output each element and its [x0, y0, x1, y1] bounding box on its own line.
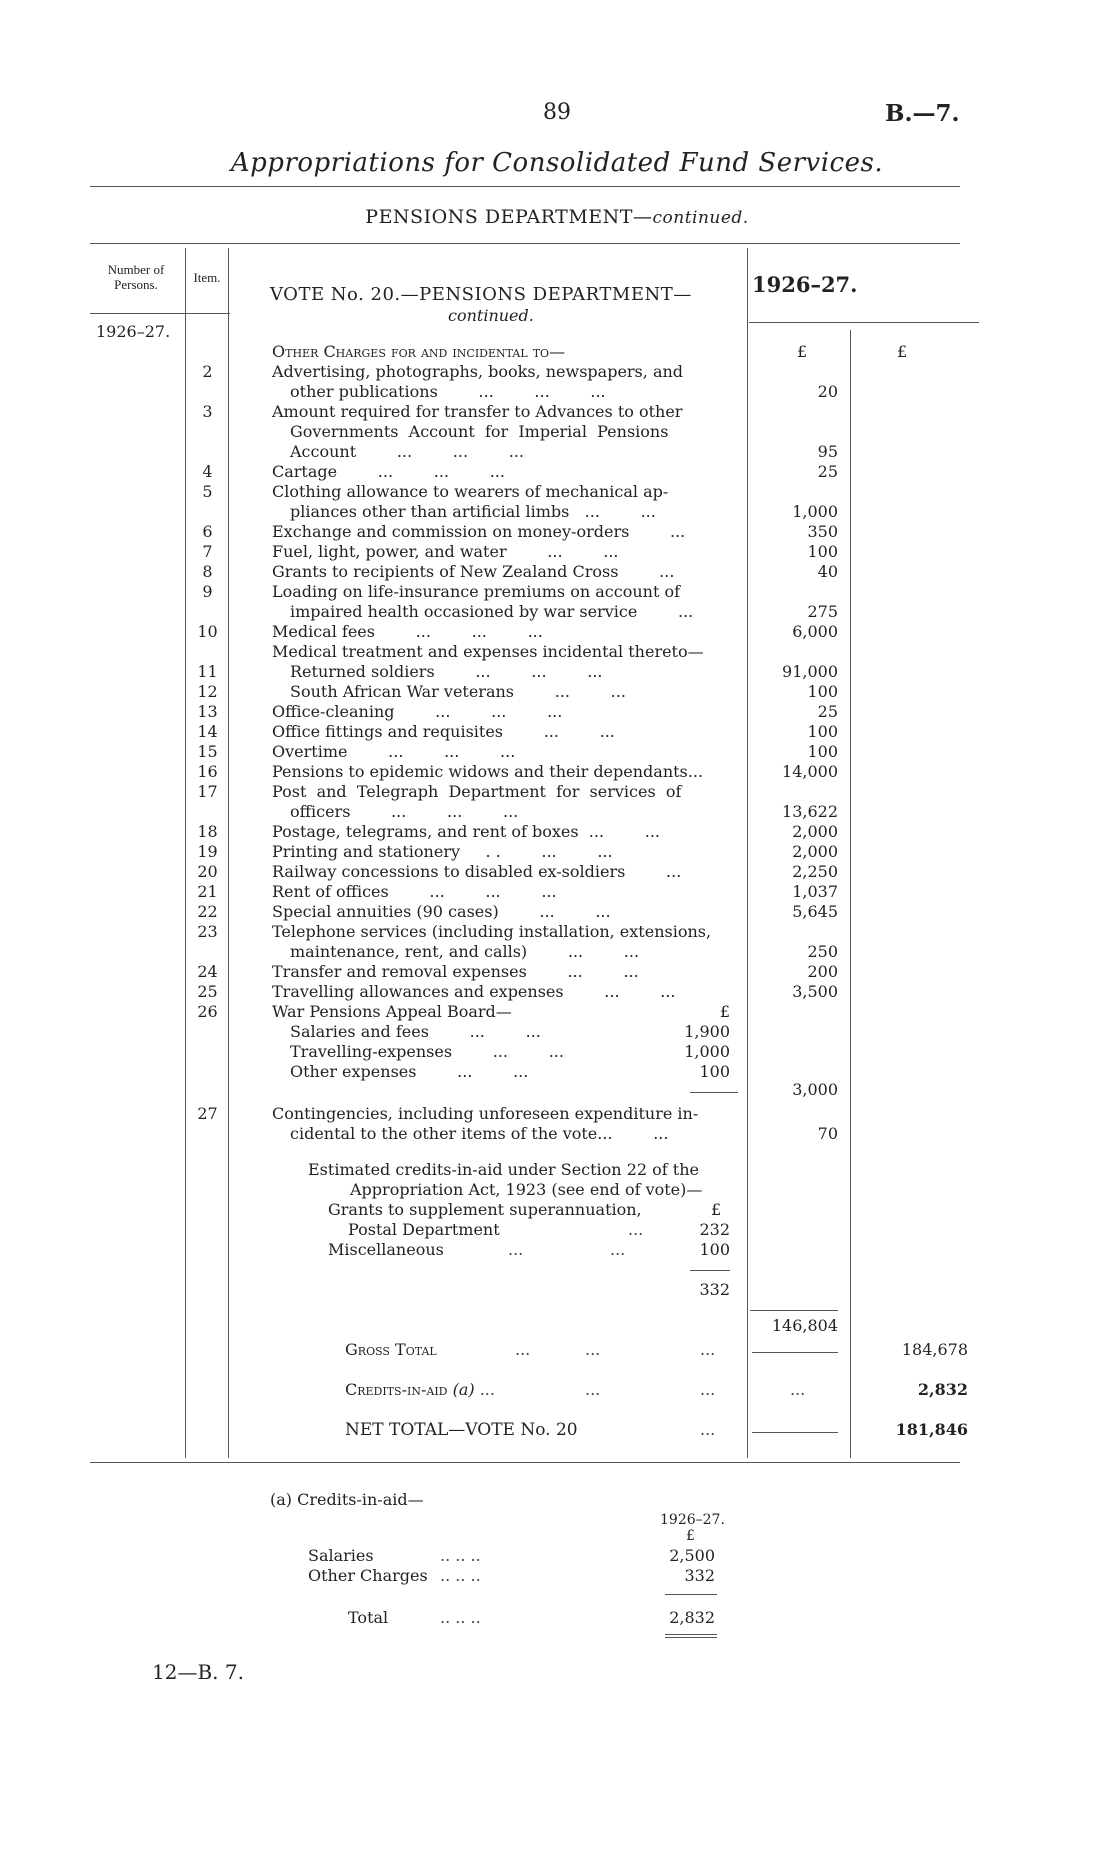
- item-amount: 100: [807, 742, 838, 761]
- department-heading: [0, 206, 1114, 228]
- item-description: Amount required for transfer to Advances to other: [272, 402, 683, 421]
- table-row: [0, 822, 1114, 842]
- table-row: [0, 622, 1114, 642]
- net-dots: ...: [700, 1420, 716, 1439]
- credits-sum-rule: [690, 1270, 730, 1271]
- item-number: 4: [202, 462, 213, 481]
- credits-note-line3: Grants to supplement superannuation,: [328, 1200, 642, 1219]
- department-name: PENSIONS DEPARTMENT—: [365, 206, 653, 228]
- currency-col2: £: [897, 342, 908, 361]
- item-description: Special annuities (90 cases) ... ...: [272, 902, 611, 921]
- item-amount: 100: [807, 722, 838, 741]
- table-bottom-rule: [90, 1462, 960, 1463]
- item-number: 9: [202, 582, 213, 601]
- item-number: 11: [197, 662, 218, 681]
- item-amount: 25: [817, 462, 838, 481]
- footnote-other-value: 332: [684, 1566, 715, 1585]
- item-amount: 275: [807, 602, 838, 621]
- credits-dots-3: ...: [790, 1380, 806, 1399]
- item-amount: 5,645: [792, 902, 838, 921]
- item-amount: 6,000: [792, 622, 838, 641]
- item-description: Railway concessions to disabled ex-soldiers ...: [272, 862, 682, 881]
- misc-value: 100: [699, 1240, 730, 1259]
- footnote-total-dots: .. .. ..: [440, 1608, 481, 1627]
- item-number: 17: [197, 782, 218, 801]
- item-description: Post and Telegraph Department for services of: [272, 782, 682, 801]
- item-description: Grants to recipients of New Zealand Cross ...: [272, 562, 675, 581]
- vote-continued: continued.: [448, 306, 534, 325]
- item-description: Office-cleaning ... ... ...: [272, 702, 563, 721]
- page-title: Appropriations for Consolidated Fund Services.: [230, 148, 884, 178]
- table-row: [0, 462, 1114, 482]
- footnote-year: 1926–27.: [660, 1512, 725, 1528]
- table-row: [0, 1124, 1114, 1144]
- table-row: [0, 362, 1114, 382]
- postal-label: Postal Department: [348, 1220, 500, 1239]
- item-description: maintenance, rent, and calls) ... ...: [290, 942, 640, 961]
- item-description: Travelling-expenses ... ...: [290, 1042, 564, 1061]
- item-number: 25: [197, 982, 218, 1001]
- gross-dots-1: ...: [515, 1340, 531, 1359]
- item-amount: 1,000: [792, 502, 838, 521]
- item-description: War Pensions Appeal Board—: [272, 1002, 512, 1021]
- credits-in-aid-marker: (a): [452, 1380, 475, 1399]
- item-description: Medical fees ... ... ...: [272, 622, 543, 641]
- item-amount: 70: [817, 1124, 838, 1143]
- table-row: [0, 422, 1114, 442]
- credits-dots-0: ...: [479, 1380, 495, 1399]
- table-row: [0, 402, 1114, 422]
- footnote-heading: (a) Credits-in-aid—: [270, 1490, 424, 1509]
- postal-dots: ...: [628, 1220, 644, 1239]
- table-row: [0, 502, 1114, 522]
- table-row: [0, 1104, 1114, 1124]
- credits-note-line2: Appropriation Act, 1923 (see end of vote)—: [350, 1180, 703, 1199]
- item-description: cidental to the other items of the vote... ...: [290, 1124, 669, 1143]
- gross-dots-3: ...: [700, 1340, 716, 1359]
- sub-amount: 1,900: [684, 1022, 730, 1041]
- item-description: Advertising, photographs, books, newspapers, and: [272, 362, 684, 381]
- table-row: [0, 902, 1114, 922]
- credits-in-aid-label: Credits-in-aid: [345, 1380, 448, 1399]
- currency-col1: £: [797, 342, 808, 361]
- item-description: Clothing allowance to wearers of mechanical ap-: [272, 482, 669, 501]
- item-number: 16: [197, 762, 218, 781]
- item-description: Printing and stationery . . ... ...: [272, 842, 613, 861]
- footer-code: 12—B. 7.: [152, 1660, 244, 1684]
- item-description: Exchange and commission on money-orders ...: [272, 522, 686, 541]
- item-number: 20: [197, 862, 218, 881]
- credits-dots-2: ...: [700, 1380, 716, 1399]
- item-amount: 2,250: [792, 862, 838, 881]
- footnote-salaries-value: 2,500: [669, 1546, 715, 1565]
- table-row: [0, 602, 1114, 622]
- net-total-value: 181,846: [895, 1420, 968, 1439]
- subtotal-value: 146,804: [771, 1316, 838, 1335]
- item-description: Telephone services (including installation, extensions,: [272, 922, 712, 941]
- item-number: 2: [202, 362, 213, 381]
- item-amount: 350: [807, 522, 838, 541]
- table-row: [0, 1002, 1114, 1022]
- misc-dots-1: ...: [508, 1240, 524, 1259]
- item-amount: 2,000: [792, 842, 838, 861]
- table-row: [0, 562, 1114, 582]
- table-row: [0, 882, 1114, 902]
- postal-value: 232: [699, 1220, 730, 1239]
- item-amount: 100: [807, 682, 838, 701]
- table-top-rule: [90, 243, 960, 244]
- item-description: Fuel, light, power, and water ... ...: [272, 542, 619, 561]
- credits-in-aid-value: 2,832: [917, 1380, 968, 1399]
- table-row: [0, 702, 1114, 722]
- sub-amount: £: [719, 1002, 730, 1021]
- table-row: [0, 582, 1114, 602]
- net-rule: [752, 1432, 838, 1433]
- credits-note-line1: Estimated credits-in-aid under Section 22 of the: [308, 1160, 699, 1179]
- item-description: South African War veterans ... ...: [290, 682, 626, 701]
- sub-amount: 1,000: [684, 1042, 730, 1061]
- item-description: Contingencies, including unforeseen expenditure in-: [272, 1104, 699, 1123]
- item-amount: 100: [807, 542, 838, 561]
- item-amount: 13,622: [782, 802, 838, 821]
- item-description: Pensions to epidemic widows and their dependants...: [272, 762, 704, 781]
- item-description: Governments Account for Imperial Pensions: [290, 422, 669, 441]
- subtotal-rule: [750, 1310, 838, 1311]
- item-amount: 250: [807, 942, 838, 961]
- footnote-other-label: Other Charges: [308, 1566, 428, 1585]
- table-row: [0, 662, 1114, 682]
- item-amount: 25: [817, 702, 838, 721]
- gross-total-value: 184,678: [901, 1340, 968, 1359]
- item-description: Account ... ... ...: [290, 442, 524, 461]
- page-number: 89: [543, 100, 571, 125]
- item-number: 18: [197, 822, 218, 841]
- item-number: 14: [197, 722, 218, 741]
- item-number: 13: [197, 702, 218, 721]
- item-description: pliances other than artificial limbs ... ...: [290, 502, 656, 521]
- item-description: Returned soldiers ... ... ...: [290, 662, 603, 681]
- section-heading: Other Charges for and incidental to—: [272, 342, 566, 361]
- misc-label: Miscellaneous: [328, 1240, 444, 1259]
- table-row: [0, 922, 1114, 942]
- footnote-other-dots: .. .. ..: [440, 1566, 481, 1585]
- title-rule: [90, 186, 960, 187]
- footnote-salaries-label: Salaries: [308, 1546, 374, 1565]
- footnote-total-rule: [665, 1594, 717, 1595]
- gross-dots-2: ...: [585, 1340, 601, 1359]
- sub-amount: 100: [699, 1062, 730, 1081]
- table-row: [0, 642, 1114, 662]
- table-row: [0, 942, 1114, 962]
- table-row: [0, 542, 1114, 562]
- item-number: 22: [197, 902, 218, 921]
- table-row: [0, 522, 1114, 542]
- item-description: other publications ... ... ...: [290, 382, 606, 401]
- item-number: 6: [202, 522, 213, 541]
- item-number: 21: [197, 882, 218, 901]
- item-header: Item.: [193, 270, 221, 285]
- table-row: [0, 1062, 1114, 1082]
- table-row: [0, 442, 1114, 462]
- table-row: [0, 982, 1114, 1002]
- item-number: 24: [197, 962, 218, 981]
- item-description: officers ... ... ...: [290, 802, 519, 821]
- table-row: [0, 782, 1114, 802]
- table-row: [0, 682, 1114, 702]
- item-description: Rent of offices ... ... ...: [272, 882, 557, 901]
- item-amount: 3,500: [792, 982, 838, 1001]
- credits-note-currency: £: [711, 1200, 722, 1219]
- table-row: [0, 742, 1114, 762]
- item-number: 15: [197, 742, 218, 761]
- item-number: 23: [197, 922, 218, 941]
- credits-in-aid-line: [345, 1380, 495, 1399]
- page-reference: B.—7.: [885, 100, 960, 127]
- item-number: 7: [202, 542, 213, 561]
- misc-dots-2: ...: [610, 1240, 626, 1259]
- item-number: 26: [197, 1002, 218, 1021]
- item-description: Salaries and fees ... ...: [290, 1022, 541, 1041]
- item-amount: 95: [817, 442, 838, 461]
- item-amount: 200: [807, 962, 838, 981]
- item-number: 8: [202, 562, 213, 581]
- item-amount: 2,000: [792, 822, 838, 841]
- credits-sum: 332: [699, 1280, 730, 1299]
- table-row: [0, 802, 1114, 822]
- header-rule-left: [90, 313, 230, 314]
- footnote-currency: £: [686, 1528, 695, 1544]
- table-row: [0, 382, 1114, 402]
- number-of-persons-header: Number of Persons.: [107, 262, 165, 292]
- vote-title: VOTE No. 20.—PENSIONS DEPARTMENT—: [270, 284, 692, 305]
- item-description: Postage, telegrams, and rent of boxes ... ...: [272, 822, 660, 841]
- table-row: [0, 1042, 1114, 1062]
- table-row: [0, 1022, 1114, 1042]
- item-description: Travelling allowances and expenses ... ...: [272, 982, 676, 1001]
- footnote-double-rule-2: [665, 1637, 717, 1638]
- item-description: Overtime ... ... ...: [272, 742, 516, 761]
- item-amount: 20: [817, 382, 838, 401]
- gross-total-label: Gross Total: [345, 1340, 437, 1359]
- item-description: Loading on life-insurance premiums on account of: [272, 582, 681, 601]
- item-number: 10: [197, 622, 218, 641]
- table-row: [0, 482, 1114, 502]
- item-description: Transfer and removal expenses ... ...: [272, 962, 639, 981]
- item-amount: 40: [817, 562, 838, 581]
- header-rule-right: [749, 322, 979, 323]
- footnote-total-label: Total: [348, 1608, 389, 1627]
- gross-rule: [752, 1352, 838, 1353]
- table-row: [0, 842, 1114, 862]
- table-row: [0, 762, 1114, 782]
- persons-year: 1926–27.: [96, 322, 171, 341]
- item-amount: 1,037: [792, 882, 838, 901]
- table-row: [0, 962, 1114, 982]
- credits-dots-1: ...: [585, 1380, 601, 1399]
- item-description: Other expenses ... ...: [290, 1062, 529, 1081]
- item-amount: 3,000: [792, 1080, 838, 1099]
- table-row: [0, 722, 1114, 742]
- item-amount: 91,000: [782, 662, 838, 681]
- item-number: 3: [202, 402, 213, 421]
- item-number: 12: [197, 682, 218, 701]
- item-amount: 14,000: [782, 762, 838, 781]
- item-description: Office fittings and requisites ... ...: [272, 722, 615, 741]
- net-total-label: NET TOTAL—VOTE No. 20: [345, 1420, 578, 1440]
- board-subtotal-rule: [690, 1092, 738, 1093]
- item-description: Medical treatment and expenses incidental thereto—: [272, 642, 704, 661]
- footnote-double-rule-1: [665, 1634, 717, 1635]
- footnote-salaries-dots: .. .. ..: [440, 1546, 481, 1565]
- footnote-total-value: 2,832: [669, 1608, 715, 1627]
- item-number: 19: [197, 842, 218, 861]
- year-header: 1926–27.: [752, 272, 858, 297]
- table-row: [0, 862, 1114, 882]
- item-description: Cartage ... ... ...: [272, 462, 505, 481]
- table-row: [0, 1080, 1114, 1100]
- item-number: 5: [202, 482, 213, 501]
- item-number: 27: [197, 1104, 218, 1123]
- department-suffix: continued.: [652, 208, 749, 228]
- item-description: impaired health occasioned by war service ...: [290, 602, 694, 621]
